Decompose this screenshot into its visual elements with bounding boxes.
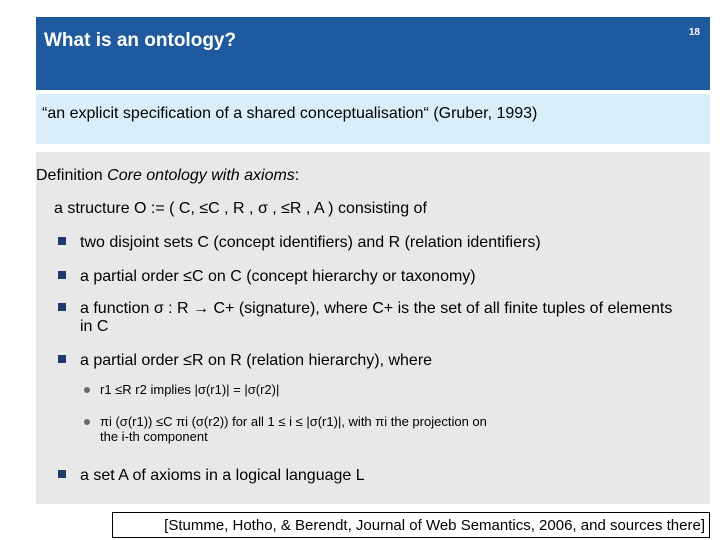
sub-bullet-item [84,382,279,397]
definition-line [36,167,299,185]
sub-bullet-text: r1 ≤R r2 implies |σ(r1)| = |σ(r2)| [100,382,280,397]
bullet-square-icon [58,303,66,311]
bullet-text: two disjoint sets C (concept identifiers) and R (relation identifiers) [80,234,541,251]
bullet-square-icon [58,355,66,363]
sub-bullet-text: πi (σ(r1)) ≤C πi (σ(r2)) for all 1 ≤ i ≤ |σ(r1)|, with πi the projection on the i-th component [100,414,487,444]
bullet-item [58,352,432,370]
sub-bullet-item [84,414,644,444]
definition-body [36,152,710,504]
bullet-square-icon [58,271,66,279]
title-bar [36,17,710,90]
bullet-item [58,268,476,286]
slide-title: What is an ontology? [44,30,237,51]
quote-band [36,94,710,144]
definition-suffix: : [294,167,300,184]
slide-number: 18 [688,27,700,38]
definition-name: Core ontology with axioms [107,167,295,184]
definition-prefix: Definition [36,167,108,184]
bullet-item [58,300,678,336]
bullet-item [58,234,541,252]
structure-line: a structure O := ( C, ≤C , R , σ , ≤R , A ) consisting of [54,200,427,217]
bullet-text: a function σ : R → C+ (signature), where C+ is the set of all finite tuples of elements in C [80,300,673,335]
bullet-text: a set A of axioms in a logical language L [80,467,365,484]
quote-text: “an explicit specification of a shared conceptualisation“ (Gruber, 1993) [42,105,538,122]
citation: [Stumme, Hotho, & Berendt, Journal of Web Semantics, 2006, and sources there] [112,512,710,538]
bullet-item [58,467,365,485]
bullet-text: a partial order ≤C on C (concept hierarchy or taxonomy) [80,268,476,285]
bullet-text: a partial order ≤R on R (relation hierarchy), where [80,352,433,369]
bullet-square-icon [58,237,66,245]
bullet-square-icon [58,470,66,478]
bullet-dot-icon [84,419,90,425]
bullet-dot-icon [84,387,90,393]
